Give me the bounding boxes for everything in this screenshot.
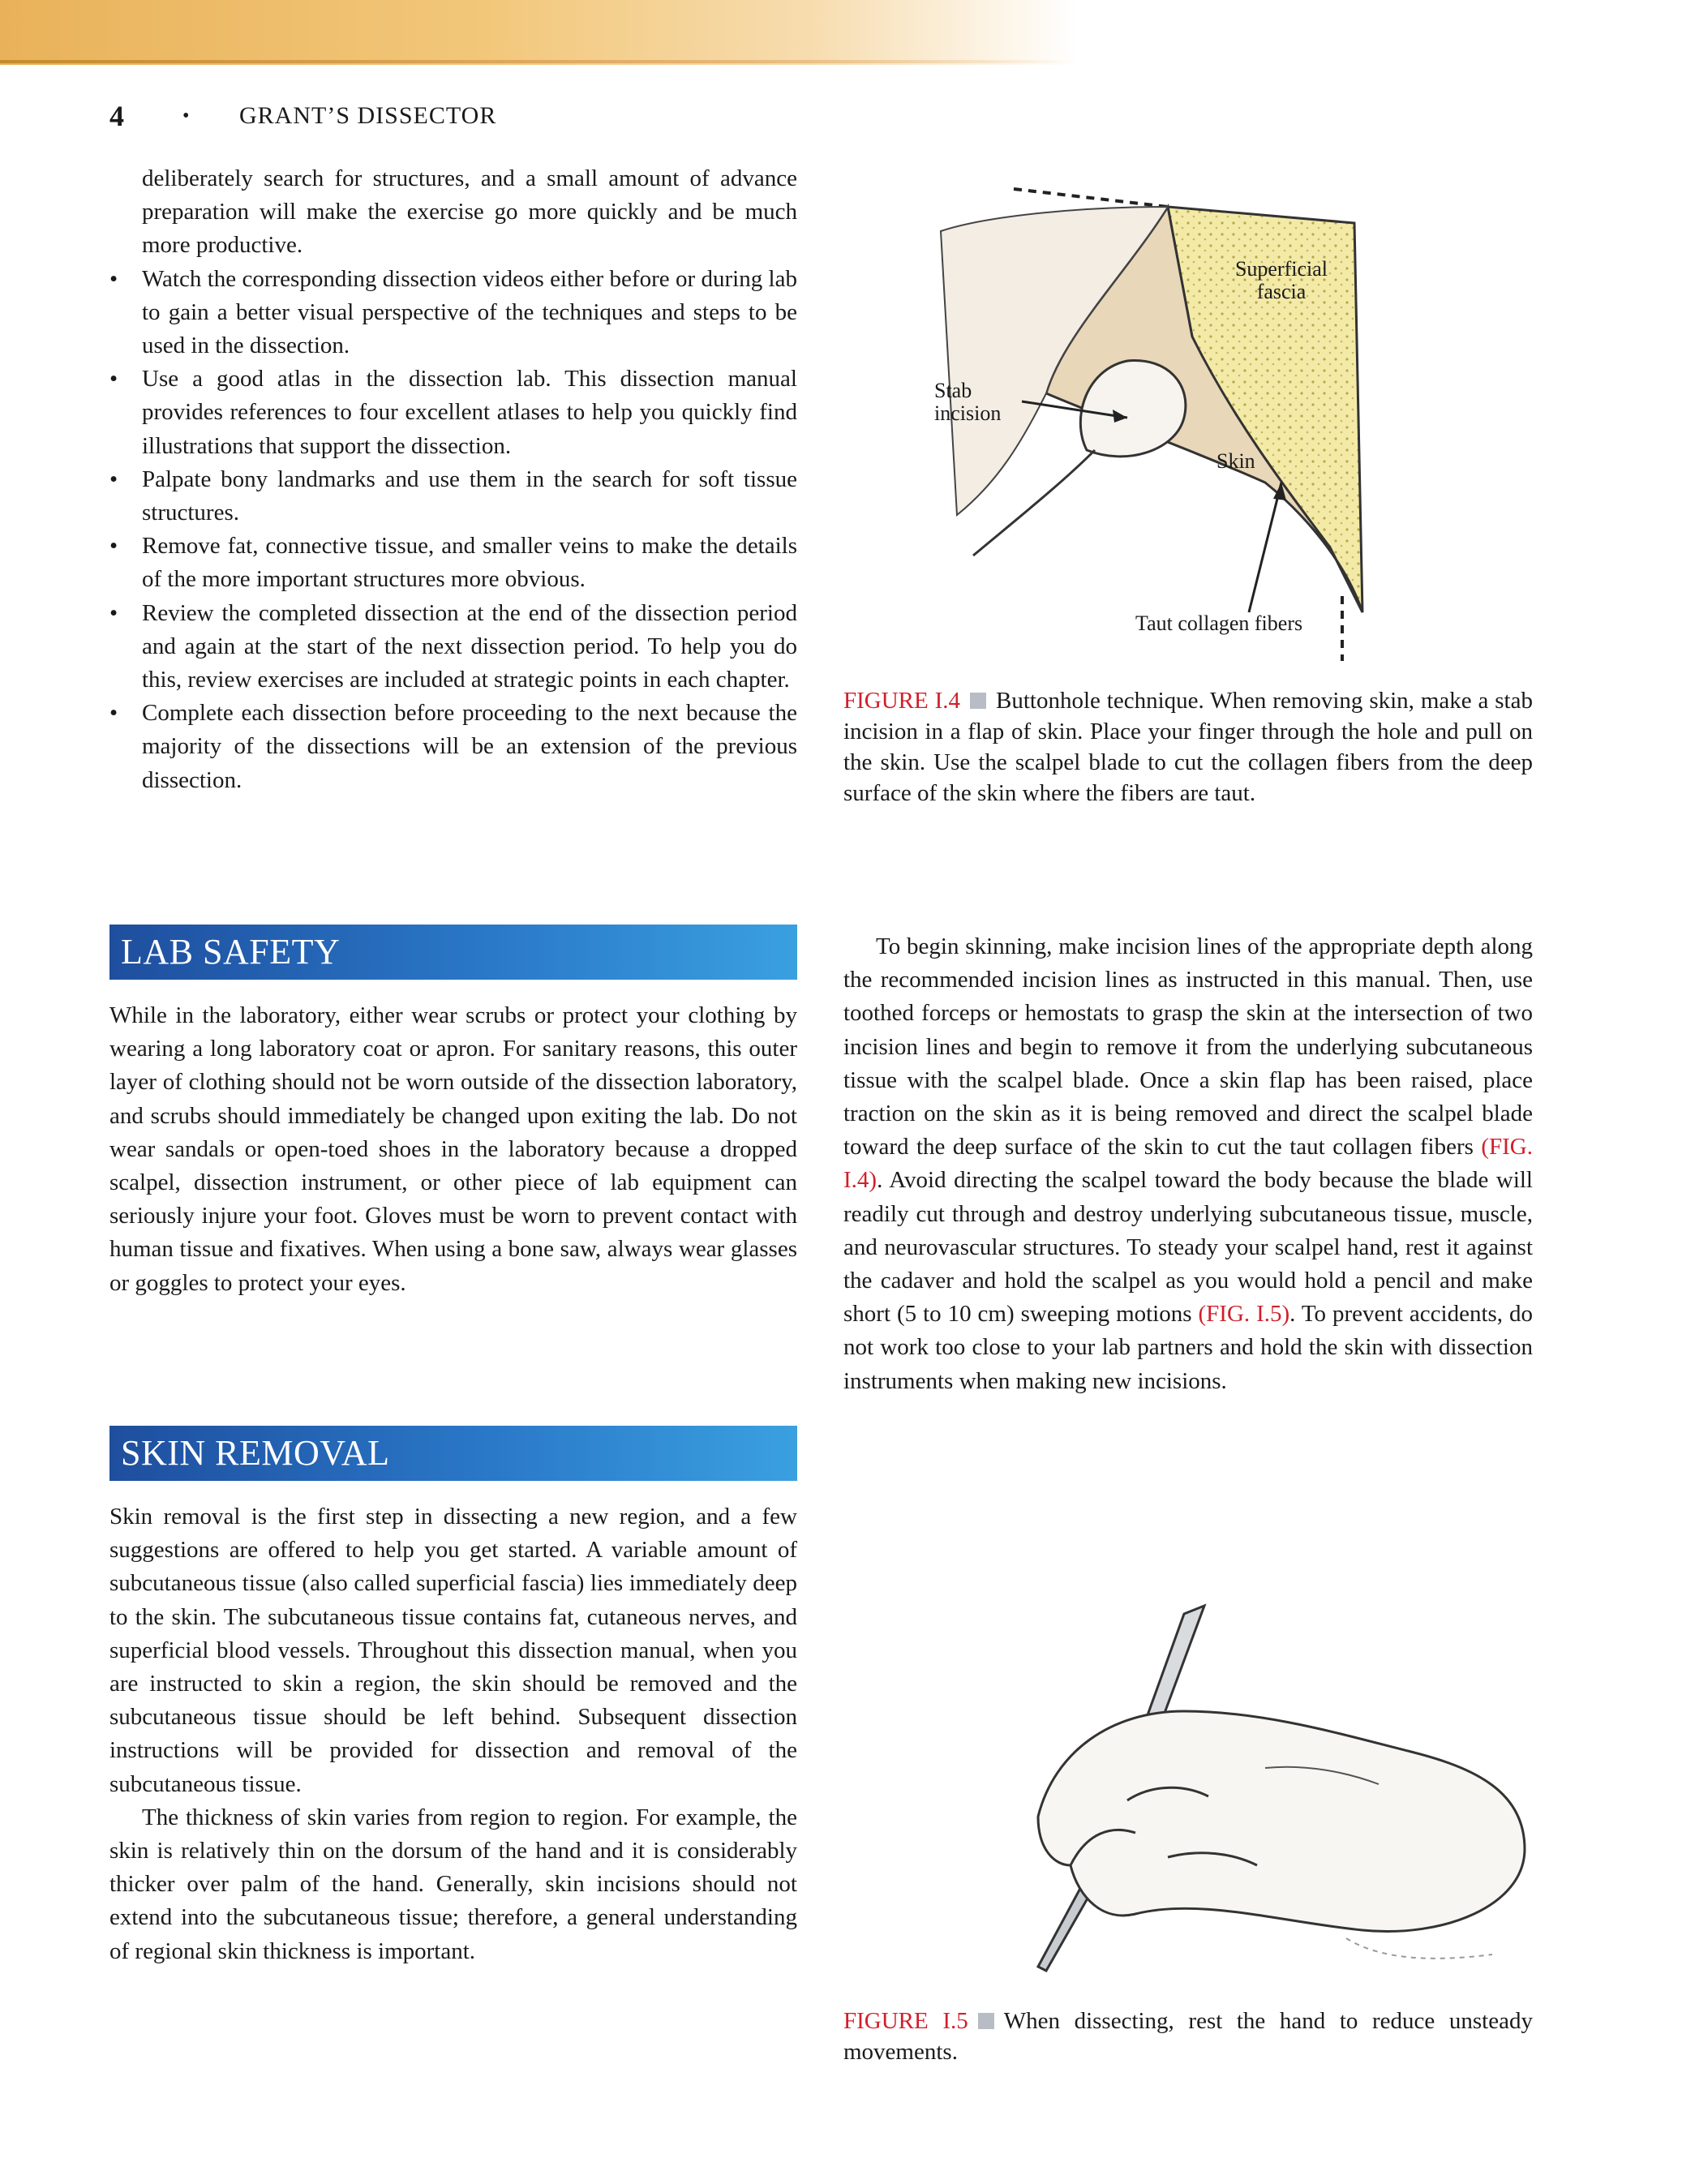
left-column-top [109, 162, 797, 797]
skinning-text-1: To begin skinning, make incision lines of the appropriate depth along the recommended incision lines as instructed in this manual. Then, use toothed forceps or hemostats to grasp the skin at the intersection of two incision lines and begin to remove it from the underlying subcutaneous tissue with the scalpel blade. Once a skin flap has been raised, place traction on the skin as it is being removed and direct the scalpel blade toward the deep surface of the skin to cut the taut collagen fibers [843, 933, 1533, 1161]
figure-i4-text: Buttonhole technique. When removing skin, make a stab incision in a flap of skin. Place your finger through the hole and pull on the skin. Use the scalpel blade to cut the collagen fibers from the deep surface of the skin where the fibers are taut. [843, 688, 1533, 806]
caption-square-icon [970, 693, 986, 709]
figure-i5-text: When dissecting, rest the hand to reduce unsteady movements. [843, 2008, 1533, 2065]
label-incision: incision [934, 401, 1002, 425]
label-taut-fibers: Taut collagen fibers [1135, 611, 1303, 635]
header-color-band [0, 0, 1079, 65]
figure-ref-i4[interactable]: (FIG. I.4) [843, 1134, 1533, 1194]
tips-list [109, 263, 797, 797]
lab-safety-heading: LAB SAFETY [109, 925, 797, 980]
figure-ref-i5[interactable]: (FIG. I.5) [1198, 1301, 1290, 1328]
figure-i5-illustration [925, 1590, 1541, 1995]
running-head [109, 96, 496, 136]
skin-removal-para-2: The thickness of skin varies from region to region. For example, the skin is relatively thin on the dorsum of the hand and it is considerably thicker over palm of the hand. Generally, skin incisions should not extend into the subcutaneous tissue; therefore, a general understanding of regional skin thickness is important. [109, 1804, 797, 1964]
hand-shape [1038, 1711, 1525, 1932]
figure-i5-caption [843, 2006, 1533, 2067]
continued-paragraph: deliberately search for structures, and a small amount of advance preparation will make the exercise go more quickly and be much more productive. [142, 165, 797, 259]
book-title: GRANT’S DISSECTOR [239, 102, 497, 129]
list-item: • Review the completed dissection at the end of the dissection period and again at the start of the next dissection period. To help you do this, review exercises are included at strategic points in each chapter. [109, 597, 797, 697]
label-superficial: Superficial [1234, 257, 1328, 281]
figure-i4-caption [843, 685, 1533, 809]
skinning-text-2: . Avoid directing the scalpel toward the body because the blade will readily cut through and destroy underlying subcutaneous tissue, muscle, and neurovascular structures. To steady your scalpel hand, rest it against the cadaver and hold the scalpel as you would hold a pencil and make short (5 to 10 cm) sweeping motions [843, 1167, 1533, 1328]
figure-i4-label: FIGURE I.4 [843, 688, 961, 714]
right-column-body [843, 930, 1533, 1398]
label-fascia: fascia [1256, 280, 1307, 303]
skinning-text-3: . To prevent accidents, do not work too close to your lab partners and hold the skin with dissection instruments when making new incisions. [843, 1301, 1534, 1394]
label-stab: Stab [934, 379, 972, 402]
list-item: • Palpate bony landmarks and use them in the search for soft tissue structures. [109, 463, 797, 530]
figure-i4-illustration [925, 174, 1411, 677]
skin-removal-heading: SKIN REMOVAL [109, 1426, 797, 1481]
skinning-paragraph [843, 930, 1533, 1398]
skin-removal-section [109, 1500, 797, 1968]
page-number: 4 [109, 100, 124, 132]
list-item: • Watch the corresponding dissection videos either before or during lab to gain a better visual perspective of the techniques and steps to be used in the dissection. [109, 263, 797, 363]
list-item: • Remove fat, connective tissue, and smaller veins to make the details of the more important structures more obvious. [109, 530, 797, 596]
caption-square-icon [978, 2013, 994, 2029]
list-item: • Use a good atlas in the dissection lab. This dissection manual provides references to four excellent atlases to help you quickly find illustrations that support the dissection. [109, 363, 797, 463]
lab-safety-text: While in the laboratory, either wear scrubs or protect your clothing by wearing a long laboratory coat or apron. For sanitary reasons, this outer layer of clothing should not be worn outside of the dissection laboratory, and scrubs should immediately be changed upon exiting the lab. Do not wear sandals or open-toed shoes in the laboratory because a dropped scalpel, dissection instrument, or other piece of lab equipment can seriously injure your foot. Gloves must be worn to prevent contact with human tissue and fixatives. When using a bone saw, always wear glasses or goggles to protect your eyes. [109, 1002, 797, 1296]
lab-safety-section [109, 999, 797, 1300]
figure-i5-label: FIGURE I.5 [843, 2008, 968, 2034]
skin-removal-para-1: Skin removal is the first step in dissecting a new region, and a few suggestions are offered to help you get started. A variable amount of subcutaneous tissue (also called superficial fascia) lies immediately deep to the skin. The subcutaneous tissue contains fat, cutaneous nerves, and superficial blood vessels. Throughout this dissection manual, when you are instructed to skin a region, the skin should be removed and the subcutaneous tissue should be left behind. Subsequent dissection instructions will be provided for dissection and removal of the subcutaneous tissue. [109, 1504, 797, 1797]
header-rule [0, 60, 1079, 63]
header-separator: • [182, 105, 190, 127]
list-item: • Complete each dissection before proceeding to the next because the majority of the dissections will be an extension of the previous dissection. [109, 697, 797, 797]
label-skin: Skin [1216, 449, 1255, 473]
